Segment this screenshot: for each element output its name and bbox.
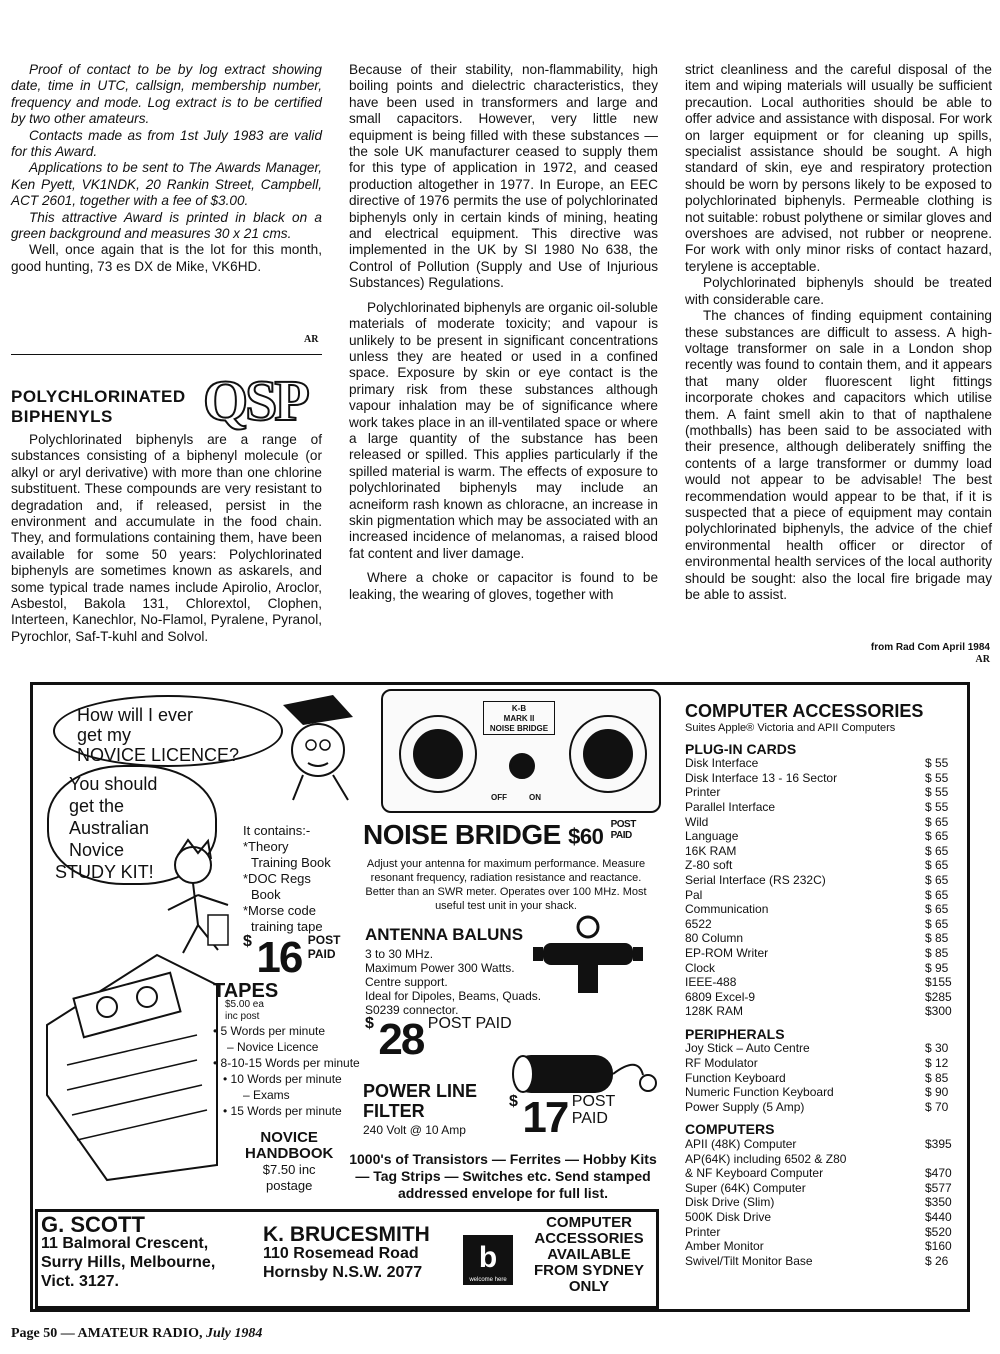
item-name: Swivel/Tilt Monitor Base: [685, 1253, 813, 1268]
item-name: Clock: [685, 960, 716, 975]
item-price: [925, 1152, 965, 1167]
price-note: [308, 933, 341, 961]
tapes-line: $5.00 ea: [225, 999, 264, 1010]
kit-line: Book: [251, 887, 281, 902]
switch-label: OFF: [491, 793, 507, 802]
price-note-line: PAID: [610, 830, 632, 841]
price-note: [611, 819, 636, 841]
peripherals-title: PERIPHERALS: [685, 1025, 785, 1042]
price-row: [685, 1085, 965, 1100]
price-row: [685, 888, 965, 903]
price-row: [685, 931, 965, 946]
item-price: $ 65: [925, 829, 949, 844]
bubble-line: NOVICE LICENCE?: [77, 745, 240, 765]
handbook-title: HANDBOOK: [245, 1145, 334, 1162]
baluns-line: Centre support.: [365, 975, 448, 989]
baluns-title: ANTENNA BALUNS: [365, 925, 524, 944]
item-name: Printer: [685, 785, 721, 800]
item-price: $ 65: [925, 814, 949, 829]
item-price: $ 65: [925, 916, 949, 931]
signoff-paragraph: Well, once again that is the lot for this month, good hunting, 73 es DX de Mike, VK6HD.: [11, 242, 322, 274]
item-name: Communication: [685, 902, 769, 917]
tapes-line: • 10 Words per minute: [223, 1072, 342, 1086]
article-body-col1: [11, 432, 322, 645]
item-price: $ 65: [925, 902, 949, 917]
source-credit: from Rad Com April 1984: [870, 642, 990, 653]
tapes-section: [213, 980, 360, 1119]
item-price: $300: [925, 1004, 952, 1019]
article-paragraph: Because of their stability, non-flammability, high boiling points and dielectric characteristics, they have been used in transformers and large and small capacitors. However, very little new equipment is being filled with these substances — the sole UK manufacturer ceased to supply them for this type of application in 1972, and ceased production altogether in 1977. In Europe, an EEC directive of 1976 permits the use of polychlorinated biphenyls only in certain kinds of mining, heating and electrical equipment. This directive was implemented in the UK by SI 1980 No 638, the Control of Pollution (Supply and Use of Injurious Substances) Regulations.: [349, 62, 658, 291]
accessories-title: COMPUTER ACCESSORIES: [685, 701, 924, 721]
article-paragraph: Polychlorinated biphenyls should be treated with considerable care.: [685, 275, 992, 307]
price-value: 17: [522, 1093, 568, 1142]
item-name: APII (48K) Computer: [685, 1137, 797, 1152]
price-row: [685, 844, 965, 859]
item-name: 128K RAM: [685, 1004, 744, 1019]
scott-address: [41, 1212, 216, 1291]
price-row: [685, 1239, 965, 1254]
price-row: [685, 1225, 965, 1240]
price-note-line: POST: [307, 933, 341, 947]
peripherals-list: [685, 1041, 965, 1114]
award-paragraph: Applications to be sent to The Awards Manager, Ken Pyett, VK1NDK, 20 Rankin Street, Campbell, ACT 2601, together with a fee of $3.00.: [11, 160, 322, 209]
sydney-line: ACCESSORIES: [534, 1230, 644, 1247]
bubble-line: get my: [77, 725, 132, 745]
award-paragraph: This attractive Award is printed in black on a green background and measures 30 x 21 cms.: [11, 209, 322, 242]
kit-line: *DOC Regs: [243, 871, 311, 886]
price-row: [685, 1100, 965, 1115]
price-row: [685, 1166, 965, 1181]
product-title: NOISE BRIDGE: [363, 819, 561, 850]
article-heading: [11, 387, 201, 427]
currency-sign: $: [509, 1093, 518, 1110]
price-row: [685, 800, 965, 815]
item-price: $ 55: [925, 785, 949, 800]
item-name: Disk Interface 13 - 16 Sector: [685, 770, 838, 785]
bubble-line: How will I ever: [77, 705, 194, 725]
price-value: $60: [568, 824, 604, 849]
price-row: [685, 946, 965, 961]
kit-line: *Theory: [243, 839, 289, 854]
price-row: [685, 1210, 965, 1225]
item-price: $ 95: [925, 960, 949, 975]
item-price: $ 55: [925, 799, 949, 814]
item-price: $ 85: [925, 1070, 949, 1085]
logo-caption: welcome here: [469, 1277, 507, 1283]
handbook-title: NOVICE: [260, 1129, 318, 1146]
item-price: $ 30: [925, 1041, 949, 1056]
qsp-logo-text: QSP: [203, 368, 307, 433]
transistors-note: 1000's of Transistors — Ferrites — Hobby Kits — Tag Strips — Switches etc. Send stamped addressed envelope for full list.: [349, 1151, 657, 1201]
price-row: [685, 785, 965, 800]
address-line: Vict. 3127.: [41, 1273, 119, 1290]
tapes-title: TAPES: [213, 980, 279, 1002]
column-3: [685, 62, 992, 603]
price-row: [685, 1137, 965, 1152]
kit-line: It contains:-: [243, 823, 311, 838]
price-row: [685, 858, 965, 873]
price-note-line: POST: [571, 1093, 616, 1110]
item-name: 80 Column: [685, 931, 744, 946]
item-price: $470: [925, 1166, 952, 1181]
column-1: [11, 62, 322, 275]
address-line: Surry Hills, Melbourne,: [41, 1254, 216, 1271]
kit-line: Training Book: [251, 855, 331, 870]
item-price: $ 65: [925, 858, 949, 873]
price-row: [685, 829, 965, 844]
footer-page: Page 50 — AMATEUR RADIO,: [11, 1326, 203, 1341]
price-value: 16: [256, 933, 302, 982]
item-price: $ 55: [925, 756, 949, 771]
tapes-line: – Novice Licence: [227, 1040, 319, 1054]
power-line-filter-title: [363, 1081, 477, 1121]
award-paragraph: Contacts made as from 1st July 1983 are valid for this Award.: [11, 127, 322, 160]
price-row: [685, 1071, 965, 1086]
advertisement: [30, 682, 970, 1312]
dealer-name: G. SCOTT: [41, 1212, 145, 1237]
item-price: $440: [925, 1210, 952, 1224]
dial-right-knob: [583, 729, 633, 779]
item-price: $ 70: [925, 1099, 949, 1114]
power-line-filter-price: [509, 1093, 615, 1143]
price-note: [572, 1093, 616, 1127]
bubble-line: get the: [69, 796, 125, 816]
price-row: [685, 975, 965, 990]
item-name: Power Supply (5 Amp): [685, 1099, 805, 1114]
article-paragraph: Polychlorinated biphenyls are organic oil-soluble materials of moderate toxicity; and vapour is unlikely to be present in significant concentrations unless they are heated or used in a confined space. Exposure by skin or eye contact is the primary risk from these substances although vapour inhalation may be of significance where work takes place in an ill-ventilated space or where a large quantity of the substance has been released or spilled. This applies particularly if the spilled material is warm. The effects of exposure to polychlorinated biphenyls may include an acneiform rash known as chloracne, an increase in skin pigmentation which may be associated with an increased incidence of melanomas, a raised blood fat content and liver damage.: [349, 299, 658, 561]
baluns-price: [365, 1015, 512, 1065]
mascot-illustration: [263, 695, 363, 805]
item-name: Serial Interface (RS 232C): [685, 872, 826, 887]
page-footer: [11, 1326, 262, 1342]
baluns-line: S0239 connector.: [365, 1003, 459, 1017]
sydney-line: AVAILABLE: [547, 1246, 631, 1263]
item-name: Numeric Function Keyboard: [685, 1085, 834, 1100]
dial-left-knob: [413, 729, 463, 779]
tapes-line: • 5 Words per minute: [213, 1024, 326, 1038]
currency-sign: $: [243, 933, 252, 950]
bubble-line: Novice: [69, 840, 125, 860]
item-price: $155: [925, 975, 952, 990]
power-line-filter-description: 240 Volt @ 10 Amp: [363, 1123, 466, 1137]
ar-end-mark: AR: [975, 654, 990, 665]
column-2: [349, 62, 658, 603]
tapes-line: inc post: [225, 1011, 260, 1022]
item-name: Printer: [685, 1224, 721, 1239]
plugin-cards-title: PLUG-IN CARDS: [685, 740, 797, 757]
price-row: [685, 1181, 965, 1196]
noise-bridge-title: [363, 819, 636, 851]
price-row: [685, 1041, 965, 1056]
currency-sign: $: [365, 1015, 374, 1032]
item-name: Amber Monitor: [685, 1239, 764, 1254]
article-paragraph: strict cleanliness and the careful disposal of the item and wiping materials will usually be sufficient precaution. Local authorities should be able to offer advice and assistance with disposal. For work on larger equipment or for cleaning up spills, specialist assistance should be sought. A high standard of skin, eye and respiratory protection should be worn by persons likely to be exposed to polychlorinated biphenyls. Permeable clothing is not suitable: robust polythene or similar gloves and overshoes are advised, not rubber or neoprene. For work with only minor risks of contact hazard, terylene is acceptable.: [685, 62, 992, 274]
price-note-line: PAID: [571, 1110, 608, 1127]
price-row: [685, 1152, 965, 1167]
speech-bubble-question: [53, 695, 283, 767]
award-paragraph: Proof of contact to be by log extract showing date, time in UTC, callsign, membership number, frequency and mode. Log extract is to be certified by two other amateurs.: [11, 62, 322, 127]
kit-line: training tape: [251, 919, 323, 934]
computer-accessories-list: [685, 701, 965, 1268]
price-row: [685, 961, 965, 976]
sydney-availability: [519, 1215, 659, 1295]
noise-bridge-description: Adjust your antenna for maximum performance. Measure resonant frequency, radiation resistance and reactance. Better than an SWR meter. Operates over 100 MHz. Most useful test unit in your shack.: [365, 858, 647, 912]
item-price: $ 65: [925, 843, 949, 858]
address-line: 110 Rosemead Road: [263, 1245, 419, 1262]
footer-date: July 1984: [205, 1326, 263, 1341]
panel-label-line: MARK II: [503, 714, 535, 723]
price-note: POST PAID: [427, 1015, 512, 1032]
computers-list: [685, 1137, 965, 1268]
price-row: [685, 771, 965, 786]
bubble-line: You should: [69, 774, 158, 794]
address-line: 11 Balmoral Crescent,: [41, 1235, 209, 1252]
item-price: $577: [925, 1180, 952, 1195]
balun-illustration: [533, 915, 643, 1005]
baluns-description: [365, 947, 541, 1017]
article-paragraph: Where a choke or capacitor is found to be leaking, the wearing of gloves, together with: [349, 570, 658, 602]
item-name: Disk Interface: [685, 756, 759, 771]
kit-contents: [243, 823, 331, 935]
item-price: $ 90: [925, 1085, 949, 1100]
price-row: [685, 1195, 965, 1210]
article-paragraph: Polychlorinated biphenyls are a range of substances consisting of a biphenyl molecule (or alkyl or aryl derivative) with more than one chlorine substituent. These compounds are very resistant to degradation and, if released, persist in the environment and accumulate in the food chain. They, and formulations containing them, have been available for some 50 years: Polychlorinated biphenyls are sometimes known as askarels, and some typical trade names include Apirolio, Aroclor, Asbestol, Bakola 131, Chlorextol, Clophen, Interteen, Kanechlor, No-Flamol, Pyralene, Pyranol, Pyrochlor, Saf-T-kuhl and Solvol.: [11, 432, 322, 644]
item-name: IEEE-488: [685, 975, 737, 990]
price-row: [685, 1254, 965, 1269]
item-name: Super (64K) Computer: [685, 1180, 806, 1195]
sydney-line: FROM SYDNEY: [533, 1262, 644, 1279]
computers-title: COMPUTERS: [685, 1121, 775, 1138]
item-price: $520: [925, 1224, 952, 1239]
item-price: $ 55: [925, 770, 949, 785]
item-name: Function Keyboard: [685, 1070, 786, 1085]
novice-handbook: [245, 1130, 333, 1194]
price-note-line: POST: [610, 819, 636, 830]
bankcard-logo: b welcome here: [463, 1235, 513, 1285]
tapes-line: – Exams: [243, 1088, 290, 1102]
heading-text: POLYCHLORINATED BIPHENYLS: [11, 387, 186, 426]
handbook-price: $7.50 inc: [262, 1162, 316, 1177]
price-row: [685, 815, 965, 830]
sydney-line: COMPUTER: [546, 1214, 632, 1231]
price-row: [685, 1056, 965, 1071]
item-name: 16K RAM: [685, 843, 737, 858]
item-price: $285: [925, 989, 952, 1004]
price-note-line: PAID: [307, 947, 336, 961]
bubble-line: STUDY KIT!: [55, 862, 154, 882]
item-name: & NF Keyboard Computer: [685, 1166, 824, 1181]
address-line: Hornsby N.S.W. 2077: [263, 1264, 423, 1281]
item-price: $ 26: [925, 1253, 949, 1268]
item-name: Disk Drive (Slim): [685, 1195, 775, 1210]
price-row: [685, 990, 965, 1005]
brucesmith-address: [263, 1225, 430, 1282]
item-name: Z-80 soft: [685, 858, 733, 873]
item-name: Parallel Interface: [685, 799, 776, 814]
item-name: Joy Stick – Auto Centre: [685, 1041, 810, 1056]
item-price: $ 65: [925, 887, 949, 902]
price-row: [685, 902, 965, 917]
item-price: $ 85: [925, 945, 949, 960]
item-price: $395: [925, 1137, 952, 1152]
handbook-price: postage: [266, 1178, 313, 1193]
switch-knob: [509, 753, 535, 779]
switch-label: ON: [529, 793, 541, 802]
accessories-subtitle: Suites Apple® Victoria and APII Computers: [685, 722, 896, 734]
dealer-name: K. BRUCESMITH: [263, 1223, 430, 1246]
baluns-line: Maximum Power 300 Watts.: [365, 961, 515, 975]
sydney-line: ONLY: [568, 1278, 610, 1295]
section-divider: [11, 354, 322, 355]
plugin-cards-list: [685, 756, 965, 1019]
noise-bridge-label: [483, 701, 555, 735]
product-title-line: POWER LINE: [363, 1081, 478, 1101]
price-value: 28: [378, 1015, 424, 1064]
item-price: $350: [925, 1195, 952, 1210]
item-price: $ 85: [925, 931, 949, 946]
item-name: 6522: [685, 916, 712, 931]
ar-end-mark: AR: [304, 334, 319, 345]
baluns-line: Ideal for Dipoles, Beams, Quads.: [365, 989, 542, 1003]
panel-label-line: NOISE BRIDGE: [489, 724, 549, 733]
item-price: $ 65: [925, 872, 949, 887]
article-paragraph: The chances of finding equipment containing these substances are difficult to assess. A high-voltage transformer on sale in a London shop recently was found to contain them, and it appears that many older fluorescent light fittings incorporate chokes and capacitors which utilise them. A faint smell akin to that of napthalene (mothballs) has been said to be associated with their presence, although deliberately sniffing the contents of a large transformer or dummy load would not appear to be advisable! The best recommendation would appear to be that, if it is suspected that a piece of equipment may contain polychlorinated biphenyls, the advice of the chief environmental health officer or director of environmental health services of the local authority should be sought: also the local fire brigade may be able to assist.: [685, 308, 992, 602]
product-title-line: FILTER: [363, 1101, 425, 1121]
qsp-logo: [203, 367, 333, 433]
item-name: Wild: [685, 814, 709, 829]
price-row: [685, 1004, 965, 1019]
item-name: RF Modulator: [685, 1056, 758, 1071]
panel-label-line: K-B: [511, 704, 527, 713]
tapes-line: • 8-10-15 Words per minute: [213, 1056, 360, 1070]
item-name: AP(64K) including 6502 & Z80: [685, 1151, 847, 1166]
books-illustration: [37, 915, 227, 1185]
noise-bridge-panel: [381, 689, 661, 813]
item-name: 6809 Excel-9: [685, 989, 756, 1004]
price-row: [685, 873, 965, 888]
price-row: [685, 756, 965, 771]
price-row: [685, 917, 965, 932]
baluns-line: 3 to 30 MHz.: [365, 947, 434, 961]
item-price: $ 12: [925, 1056, 949, 1071]
tapes-line: • 15 Words per minute: [223, 1104, 342, 1118]
item-name: 500K Disk Drive: [685, 1210, 772, 1224]
item-name: EP-ROM Writer: [685, 945, 769, 960]
kit-price: [243, 933, 340, 983]
item-name: Pal: [685, 887, 703, 902]
item-name: Language: [685, 829, 739, 844]
bubble-line: Australian: [69, 818, 150, 838]
item-price: $160: [925, 1239, 952, 1254]
kit-line: *Morse code: [243, 903, 316, 918]
